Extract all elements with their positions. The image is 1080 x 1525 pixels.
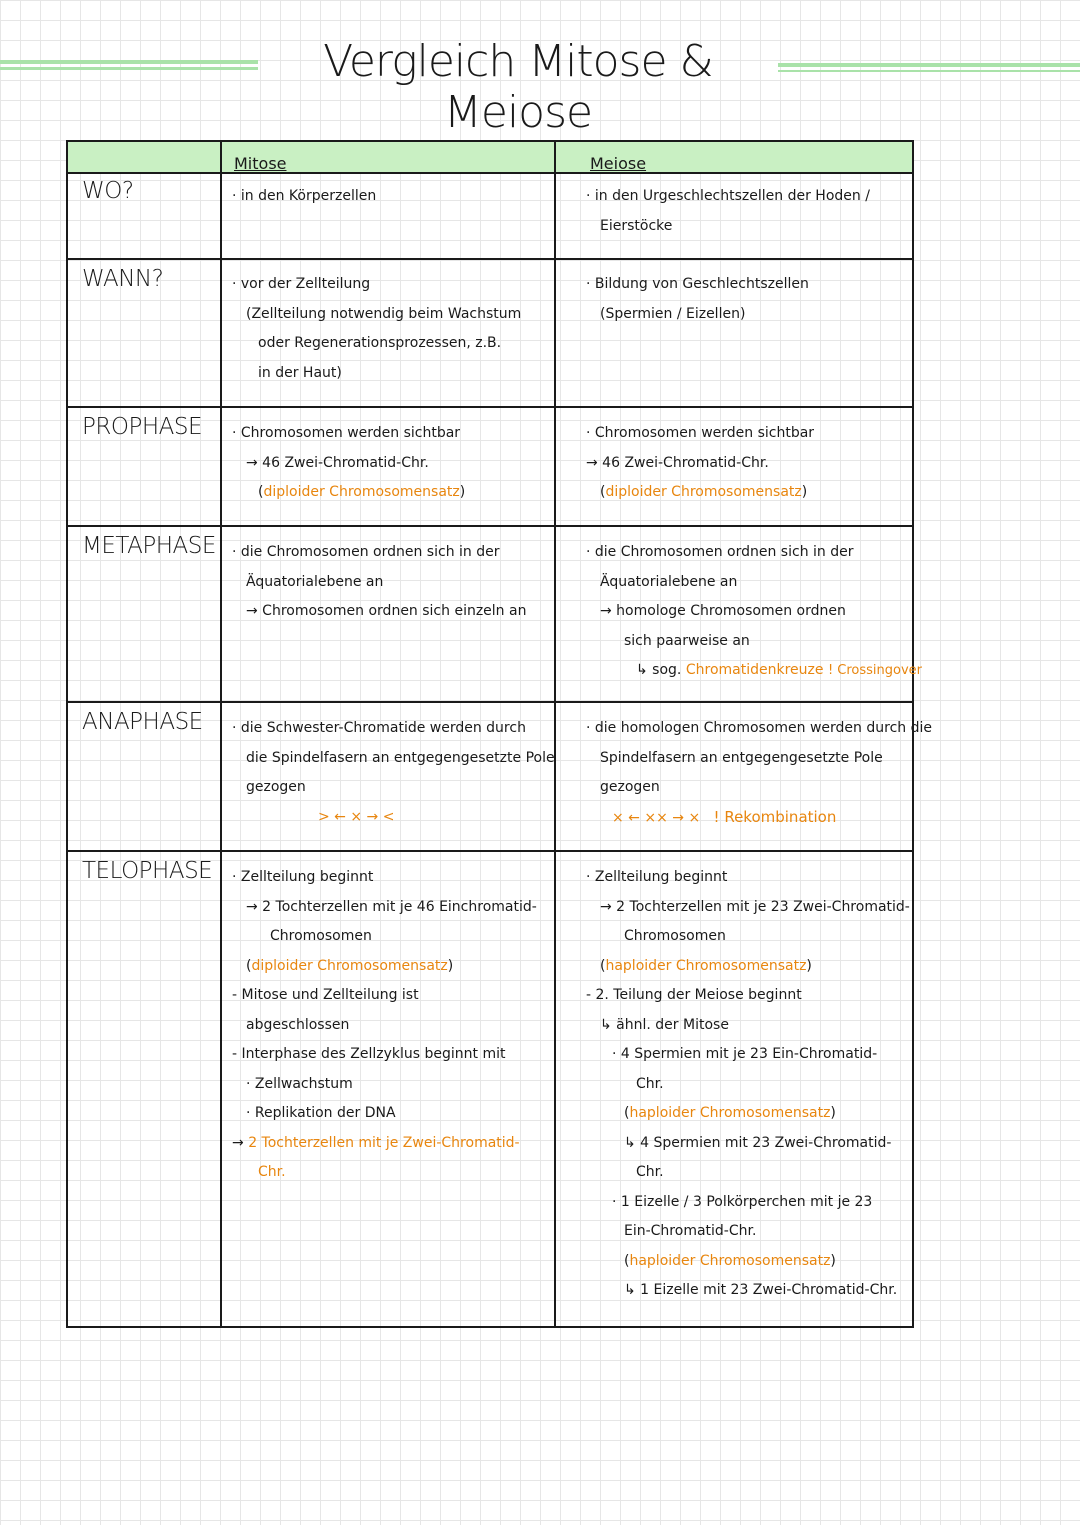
- text-line: Chromosomen: [270, 928, 372, 944]
- row-label-wo: WO?: [82, 178, 134, 204]
- cell-wo-mitose: [232, 182, 376, 212]
- title-bar: [0, 30, 1080, 138]
- title-rule-left: [0, 60, 258, 64]
- text-line: oder Regenerationsprozessen, z.B.: [258, 335, 502, 351]
- text-line: [586, 803, 932, 834]
- page-title: Vergleich Mitose & Meiose: [323, 36, 713, 138]
- highlight-term: diploider Chromosomensatz: [251, 957, 448, 974]
- highlight-term: diploider Chromosomensatz: [263, 484, 460, 500]
- text-line: → homologe Chromosomen ordnen: [600, 603, 846, 619]
- highlight-term: diploider Chromosomensatz: [605, 484, 802, 500]
- text-line: · Replikation der DNA: [246, 1105, 396, 1121]
- highlight-term: Chromatidenkreuze: [685, 662, 824, 678]
- text-line: [586, 1099, 910, 1129]
- paren: (: [600, 957, 606, 974]
- table-header: [68, 142, 912, 174]
- text-line: (Zellteilung notwendig beim Wachstum: [246, 305, 522, 322]
- row-label-wann: WANN?: [82, 266, 164, 292]
- cell-anaphase-meiose: [586, 714, 932, 833]
- text-line: sich paarweise an: [624, 632, 750, 649]
- highlight-term: haploider Chromosomensatz: [605, 957, 807, 974]
- row-label-metaphase: METAPHASE: [82, 533, 216, 559]
- cell-wann-mitose: [232, 270, 521, 388]
- paren: (: [624, 1105, 630, 1121]
- header-mitose: Mitose: [234, 154, 287, 173]
- paren: ): [801, 484, 808, 500]
- text-line: ↳ ähnl. der Mitose: [600, 1016, 729, 1033]
- cell-wo-meiose: [586, 182, 870, 241]
- text-line: · vor der Zellteilung: [232, 276, 371, 292]
- text-line: → 46 Zwei-Chromatid-Chr.: [586, 454, 769, 471]
- text-line: · 1 Eizelle / 3 Polkörperchen mit je 23: [612, 1193, 873, 1210]
- row-divider: [68, 701, 912, 703]
- text-line: [232, 478, 465, 508]
- text-line: · die homologen Chromosomen werden durch die: [586, 720, 932, 736]
- text-line: · 4 Spermien mit je 23 Ein-Chromatid-: [612, 1046, 878, 1062]
- text-line: · die Schwester-Chromatide werden durch: [232, 720, 526, 736]
- text-line: ↳ 4 Spermien mit 23 Zwei-Chromatid-: [624, 1134, 892, 1151]
- crossingover-note: ! Crossingover: [827, 663, 923, 678]
- text-line: Chr.: [258, 1164, 286, 1180]
- text-line: Chr.: [636, 1075, 664, 1092]
- cell-telophase-mitose: [232, 863, 537, 1188]
- text-line: - Mitose und Zellteilung ist: [232, 987, 419, 1003]
- highlight-term: haploider Chromosomensatz: [629, 1252, 831, 1269]
- chromosome-diagram: × ← ×× → ×: [612, 809, 701, 826]
- text-line: [232, 1129, 537, 1159]
- text-line: Äquatorialebene an: [600, 573, 738, 590]
- text-line: abgeschlossen: [246, 1016, 350, 1033]
- row-divider: [68, 258, 912, 260]
- text-line: gezogen: [246, 779, 306, 795]
- text-line: in der Haut): [258, 364, 342, 381]
- text-line: die Spindelfasern an entgegengesetzte Pole: [246, 749, 555, 766]
- text-line: (Spermien / Eizellen): [600, 305, 746, 322]
- comparison-table: [66, 140, 932, 1328]
- row-label-telophase: TELOPHASE: [82, 858, 213, 884]
- note-prefix: ↳ sog.: [636, 662, 682, 678]
- text-line: · Zellwachstum: [246, 1075, 353, 1092]
- text-line: → 2 Tochterzellen mit je 23 Zwei-Chromatid-: [600, 898, 910, 915]
- title-rule-left-2: [0, 67, 258, 70]
- paren: (: [600, 484, 606, 500]
- paren: ): [447, 957, 454, 974]
- row-divider: [68, 525, 912, 527]
- cell-telophase-meiose: [586, 863, 910, 1306]
- paren: ): [806, 957, 812, 974]
- text-line: [586, 478, 814, 508]
- text-line: → Chromosomen ordnen sich einzeln an: [246, 603, 527, 619]
- chromatid-diagram: > ← × → <: [318, 808, 395, 825]
- paren: ): [830, 1252, 836, 1269]
- column-divider: [220, 142, 222, 1326]
- text-line: ↳ 1 Eizelle mit 23 Zwei-Chromatid-Chr.: [624, 1282, 898, 1298]
- paren: ): [459, 484, 466, 500]
- text-line: [586, 952, 910, 982]
- rekombination-note: ! Rekombination: [713, 807, 837, 826]
- row-divider: [68, 406, 912, 408]
- text-line: · Bildung von Geschlechtszellen: [586, 276, 809, 292]
- arrow: →: [232, 1134, 244, 1151]
- row-label-prophase: PROPHASE: [82, 414, 202, 440]
- text-line: Äquatorialebene an: [246, 573, 384, 590]
- cell-prophase-meiose: [586, 419, 814, 508]
- text-line: · Zellteilung beginnt: [232, 869, 374, 885]
- cell-metaphase-mitose: [232, 538, 526, 627]
- cell-metaphase-meiose: [586, 538, 922, 686]
- text-line: - Interphase des Zellzyklus beginnt mit: [232, 1046, 506, 1062]
- paren: (: [258, 484, 264, 500]
- text-line: Ein-Chromatid-Chr.: [624, 1223, 757, 1239]
- cell-wann-meiose: [586, 270, 809, 329]
- text-line: Chromosomen: [624, 928, 726, 944]
- cell-anaphase-mitose: [232, 714, 555, 832]
- text-line: [586, 1247, 910, 1277]
- row-label-anaphase: ANAPHASE: [82, 709, 203, 735]
- paren: (: [624, 1252, 630, 1269]
- text-line: Eierstöcke: [600, 217, 673, 234]
- text-line: gezogen: [600, 779, 660, 795]
- header-meiose: Meiose: [590, 154, 647, 173]
- text-line: - 2. Teilung der Meiose beginnt: [586, 987, 802, 1003]
- text-line: [586, 656, 922, 686]
- text-line: · Zellteilung beginnt: [586, 869, 728, 885]
- highlight-term: haploider Chromosomensatz: [629, 1105, 831, 1121]
- highlight-term: 2 Tochterzellen mit je Zwei-Chromatid-: [248, 1134, 520, 1151]
- cell-prophase-mitose: [232, 419, 465, 508]
- row-divider: [68, 850, 912, 852]
- paren: (: [246, 957, 252, 974]
- text-line: · Chromosomen werden sichtbar: [586, 425, 815, 441]
- title-rule-right: [778, 63, 1080, 67]
- text-line: · Chromosomen werden sichtbar: [232, 425, 461, 441]
- text-line: · die Chromosomen ordnen sich in der: [232, 544, 500, 560]
- text-line: · die Chromosomen ordnen sich in der: [586, 544, 854, 560]
- text-line: → 46 Zwei-Chromatid-Chr.: [246, 454, 429, 471]
- text-line: Spindelfasern an entgegengesetzte Pole: [600, 749, 883, 766]
- text-line: Chr.: [636, 1164, 664, 1180]
- paren: ): [830, 1105, 836, 1121]
- text-line: · in den Urgeschlechtszellen der Hoden /: [586, 188, 870, 204]
- text-line: → 2 Tochterzellen mit je 46 Einchromatid-: [246, 898, 537, 915]
- title-rule-right-2: [778, 70, 1080, 72]
- text-line: · in den Körperzellen: [232, 188, 377, 204]
- text-line: [232, 952, 537, 982]
